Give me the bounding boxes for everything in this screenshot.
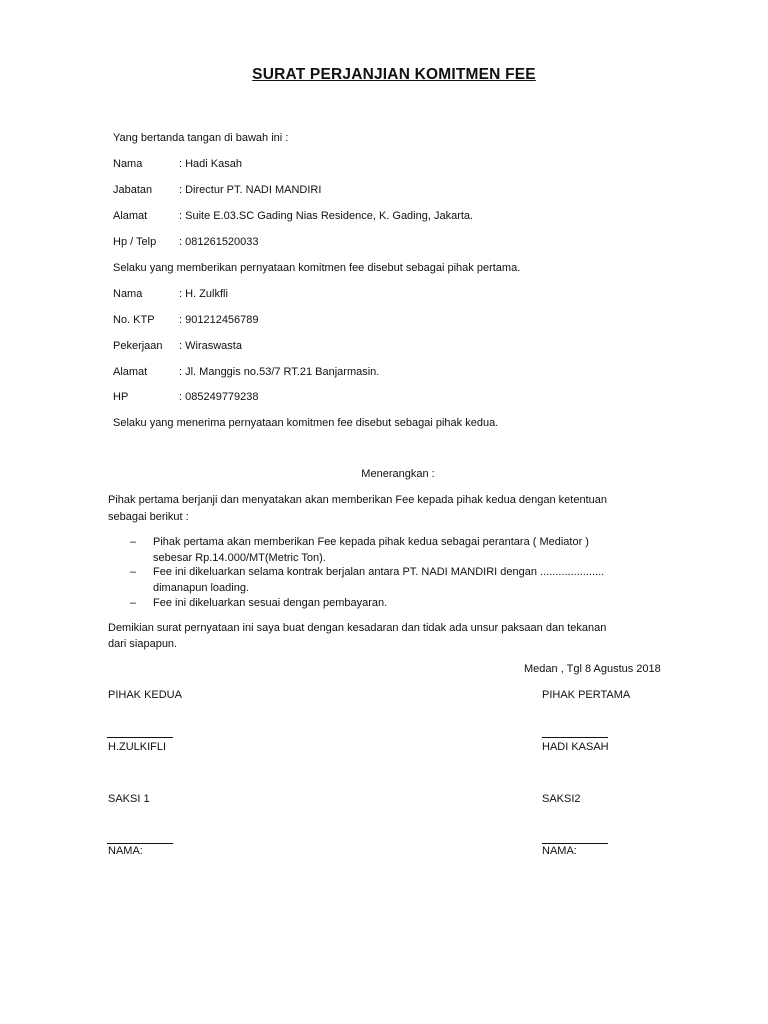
- party2-job-value: : Wiraswasta: [179, 340, 242, 352]
- left-signature-line: [107, 737, 173, 738]
- place-date: Medan , Tgl 8 Agustus 2018: [524, 663, 661, 675]
- right-witness-label: SAKSI2: [542, 793, 581, 805]
- party1-phone-value: : 081261520033: [179, 236, 259, 248]
- right-role: PIHAK PERTAMA: [542, 689, 631, 701]
- bullet-dash: –: [130, 597, 137, 609]
- left-witness-signature-line: [107, 843, 173, 844]
- party1-phone-label: Hp / Telp: [113, 236, 157, 248]
- bullet1-line1: Pihak pertama akan memberikan Fee kepada pihak kedua sebagai perantara ( Mediator ): [153, 536, 589, 548]
- party2-address-label: Alamat: [113, 366, 148, 378]
- right-witness-signature-line: [542, 843, 608, 844]
- intro-text: Yang bertanda tangan di bawah ini :: [113, 132, 289, 144]
- document-title: SURAT PERJANJIAN KOMITMEN FEE: [252, 66, 536, 83]
- bullet1-line2: sebesar Rp.14.000/MT(Metric Ton).: [153, 552, 326, 564]
- left-witness-name: NAMA:: [108, 845, 143, 857]
- paragraph1-line2: sebagai berikut :: [108, 511, 189, 523]
- party2-statement: Selaku yang menerima pernyataan komitmen fee disebut sebagai pihak kedua.: [113, 417, 499, 429]
- party1-statement: Selaku yang memberikan pernyataan komitmen fee disebut sebagai pihak pertama.: [113, 262, 521, 274]
- party2-job-label: Pekerjaan: [113, 340, 163, 352]
- bullet-dash: –: [130, 566, 137, 578]
- party2-ktp-label: No. KTP: [113, 314, 155, 326]
- right-signature-line: [542, 737, 608, 738]
- party1-position-value: : Directur PT. NADI MANDIRI: [179, 184, 322, 196]
- bullet3-line1: Fee ini dikeluarkan sesuai dengan pembayaran.: [153, 597, 388, 609]
- bullet2-line2: dimanapun loading.: [153, 582, 250, 594]
- party2-address-value: : Jl. Manggis no.53/7 RT.21 Banjarmasin.: [179, 366, 380, 378]
- bullet2-line1: Fee ini dikeluarkan selama kontrak berjalan antara PT. NADI MANDIRI dengan .....................: [153, 566, 605, 578]
- bullet-dash: –: [130, 536, 137, 548]
- closing-line1: Demikian surat pernyataan ini saya buat dengan kesadaran dan tidak ada unsur paksaan dan tekanan: [108, 622, 607, 634]
- party2-name-label: Nama: [113, 288, 143, 300]
- party2-phone-value: : 085249779238: [179, 391, 259, 403]
- closing-line2: dari siapapun.: [108, 638, 178, 650]
- party1-address-label: Alamat: [113, 210, 148, 222]
- paragraph1-line1: Pihak pertama berjanji dan menyatakan akan memberikan Fee kepada pihak kedua dengan ketentuan: [108, 494, 607, 506]
- party1-position-label: Jabatan: [113, 184, 153, 196]
- party2-ktp-value: : 901212456789: [179, 314, 259, 326]
- left-role: PIHAK KEDUA: [108, 689, 182, 701]
- right-witness-name: NAMA:: [542, 845, 577, 857]
- party1-name-label: Nama: [113, 158, 143, 170]
- party2-name-value: : H. Zulkfli: [179, 288, 228, 300]
- menerangkan-heading: Menerangkan :: [361, 468, 435, 480]
- party2-phone-label: HP: [113, 391, 129, 403]
- party1-name-value: : Hadi Kasah: [179, 158, 242, 170]
- left-signer-name: H.ZULKIFLI: [108, 741, 167, 753]
- left-witness-label: SAKSI 1: [108, 793, 150, 805]
- party1-address-value: : Suite E.03.SC Gading Nias Residence, K. Gading, Jakarta.: [179, 210, 474, 222]
- right-signer-name: HADI KASAH: [542, 741, 609, 753]
